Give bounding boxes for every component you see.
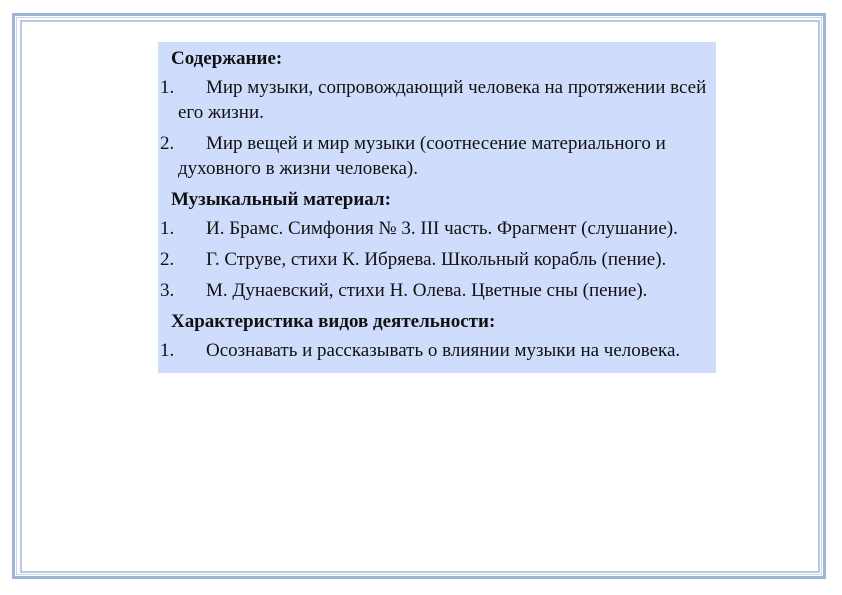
list-text: Мир музыки, сопровождающий человека на протяжении всей его жизни. [178,77,707,123]
list-number: 1. [160,340,175,361]
list-item [158,131,716,181]
section-heading-content: Содержание: [171,48,283,69]
list-text: М. Дунаевский, стихи Н. Олева. Цветные сны (пение). [206,280,648,301]
section-heading-activities: Характеристика видов деятельности: [171,311,496,332]
list-text: Осознавать и рассказывать о влиянии музыки на человека. [206,340,681,361]
list-text: И. Брамс. Симфония № 3. III часть. Фрагмент (слушание). [206,218,678,239]
lesson-content-box [158,42,716,373]
list-item [158,216,716,241]
section-heading-material: Музыкальный материал: [171,189,391,210]
list-item [158,247,716,272]
list-number: 2. [160,133,175,154]
list-number: 1. [160,77,175,98]
list-number: 3. [160,280,175,301]
list-number: 2. [160,249,175,270]
list-number: 1. [160,218,175,239]
list-item [158,278,716,303]
list-text: Г. Струве, стихи К. Ибряева. Школьный корабль (пение). [206,249,667,270]
list-item [158,338,716,363]
list-text: Мир вещей и мир музыки (соотнесение материального и духовного в жизни человека). [178,133,666,179]
list-item [158,75,716,125]
